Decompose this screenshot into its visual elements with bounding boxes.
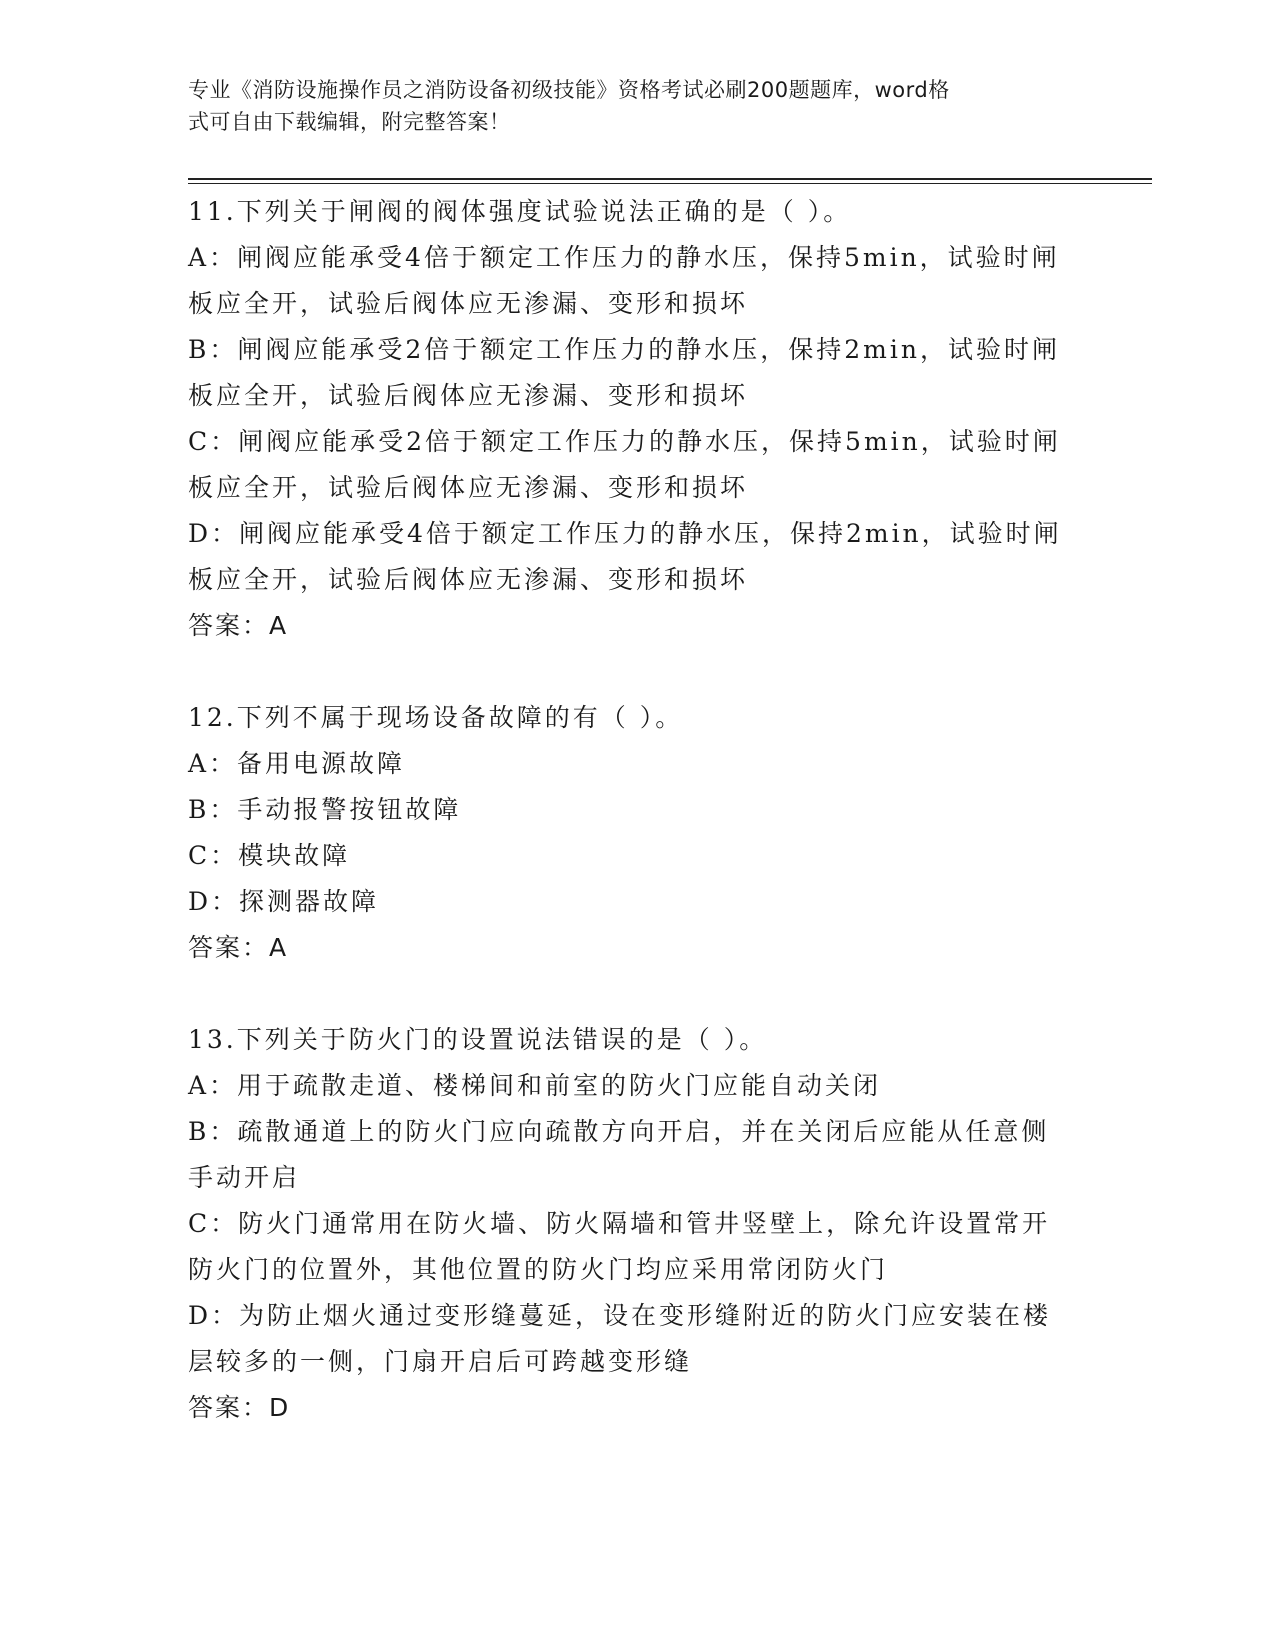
option-line: C：防火门通常用在防火墙、防火隔墙和管井竖壁上，除允许设置常开 xyxy=(188,1209,1051,1238)
document-header xyxy=(188,74,1088,138)
question-stem: 11.下列关于闸阀的阀体强度试验说法正确的是（ ）。 xyxy=(188,197,852,226)
option-line: A：用于疏散走道、楼梯间和前室的防火门应能自动关闭 xyxy=(188,1071,882,1100)
option-line: B：闸阀应能承受2倍于额定工作压力的静水压，保持2min，试验时闸 xyxy=(188,335,1060,364)
option-line: D：为防止烟火通过变形缝蔓延，设在变形缝附近的防火门应安装在楼 xyxy=(188,1301,1052,1330)
option-line: 板应全开，试验后阀体应无渗漏、变形和损坏 xyxy=(188,289,749,318)
option-b xyxy=(188,1109,1088,1201)
option-d xyxy=(188,879,1088,925)
question-11 xyxy=(188,189,1088,649)
option-line: 板应全开，试验后阀体应无渗漏、变形和损坏 xyxy=(188,565,749,594)
option-line: 板应全开，试验后阀体应无渗漏、变形和损坏 xyxy=(188,381,749,410)
header-divider-thin xyxy=(188,183,1152,184)
option-line: 层较多的一侧，门扇开启后可跨越变形缝 xyxy=(188,1347,693,1376)
answer-label: 答案：A xyxy=(188,933,289,962)
option-line: 防火门的位置外，其他位置的防火门均应采用常闭防火门 xyxy=(188,1255,889,1284)
option-c xyxy=(188,833,1088,879)
option-line: B：手动报警按钮故障 xyxy=(188,795,462,824)
option-d xyxy=(188,1293,1088,1385)
option-c xyxy=(188,419,1088,511)
option-a xyxy=(188,741,1088,787)
option-line: D：闸阀应能承受4倍于额定工作压力的静水压，保持2min，试验时闸 xyxy=(188,519,1062,548)
option-line: A：闸阀应能承受4倍于额定工作压力的静水压，保持5min，试验时闸 xyxy=(188,243,1060,272)
question-13 xyxy=(188,1017,1088,1431)
option-line: 板应全开，试验后阀体应无渗漏、变形和损坏 xyxy=(188,473,749,502)
option-a xyxy=(188,235,1088,327)
question-12 xyxy=(188,695,1088,971)
question-list xyxy=(188,189,1088,1477)
header-line-2: 式可自由下载编辑，附完整答案！ xyxy=(188,110,511,134)
option-d xyxy=(188,511,1088,603)
answer-label: 答案：A xyxy=(188,611,289,640)
option-a xyxy=(188,1063,1088,1109)
option-line: C：闸阀应能承受2倍于额定工作压力的静水压，保持5min，试验时闸 xyxy=(188,427,1061,456)
option-c xyxy=(188,1201,1088,1293)
option-line: D：探测器故障 xyxy=(188,887,380,916)
answer-label: 答案：D xyxy=(188,1393,291,1422)
option-line: C：模块故障 xyxy=(188,841,351,870)
option-line: A：备用电源故障 xyxy=(188,749,406,778)
option-line: B：疏散通道上的防火门应向疏散方向开启，并在关闭后应能从任意侧 xyxy=(188,1117,1050,1146)
option-b xyxy=(188,327,1088,419)
option-b xyxy=(188,787,1088,833)
option-line: 手动开启 xyxy=(188,1163,301,1192)
question-stem: 13.下列关于防火门的设置说法错误的是（ ）。 xyxy=(188,1025,768,1054)
header-divider-thick xyxy=(188,178,1152,180)
header-line-1: 专业《消防设施操作员之消防设备初级技能》资格考试必刷200题题库，word格 xyxy=(188,78,950,102)
question-stem: 12.下列不属于现场设备故障的有（ ）。 xyxy=(188,703,684,732)
